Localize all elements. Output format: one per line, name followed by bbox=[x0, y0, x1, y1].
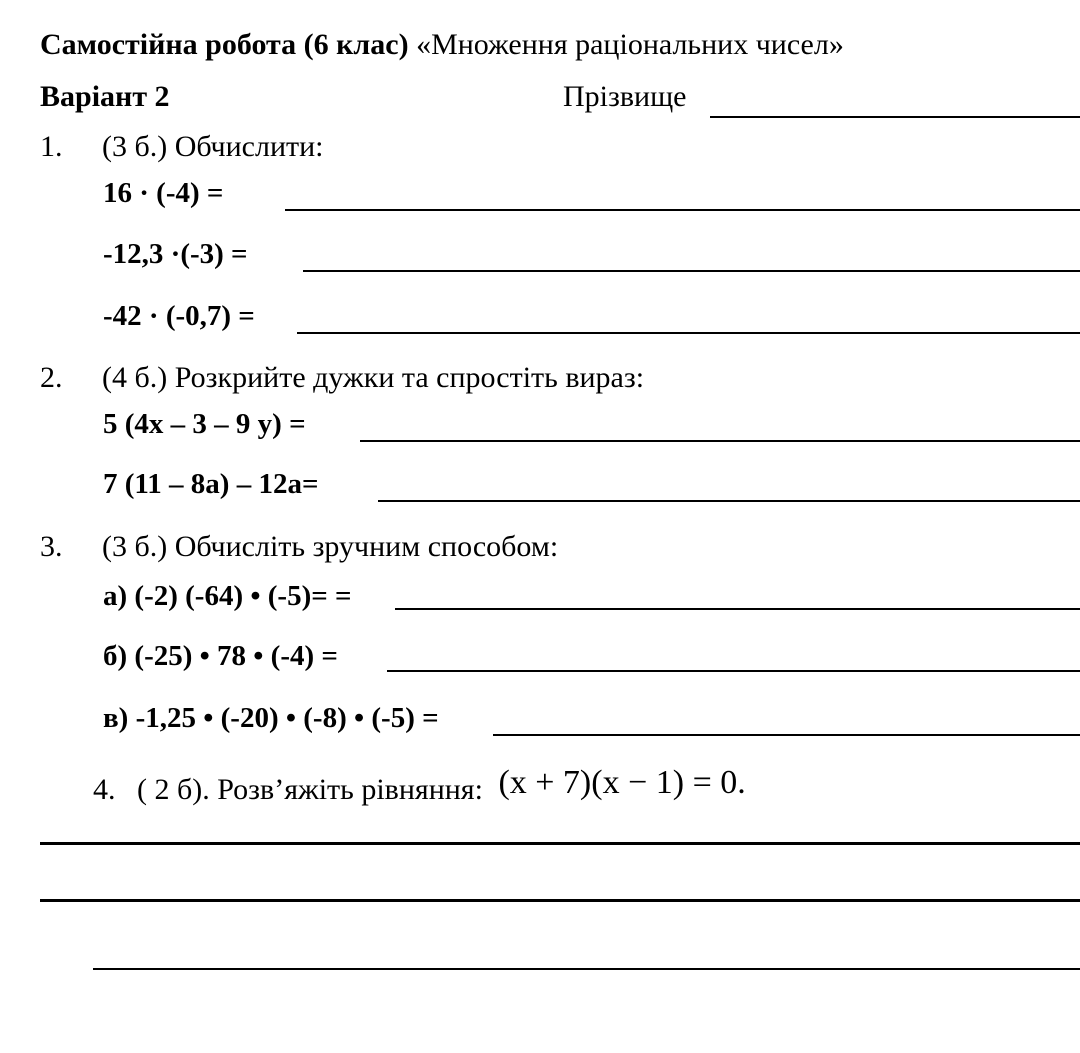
title-bold: Самостійна робота (6 клас) bbox=[40, 28, 409, 61]
task-3-answer-b[interactable] bbox=[387, 670, 1080, 672]
task-1-text: (3 б.) Обчислити: bbox=[102, 130, 324, 163]
task-1-answer-2[interactable] bbox=[303, 270, 1080, 272]
task-2-answer-1[interactable] bbox=[360, 440, 1080, 442]
task-3-answer-a[interactable] bbox=[395, 608, 1080, 610]
answer-line-2[interactable] bbox=[40, 899, 1080, 902]
task-3-number: 3. bbox=[40, 530, 63, 563]
task-3-item-c: в) -1,25 • (-20) • (-8) • (-5) = bbox=[103, 702, 439, 734]
task-1-item-3: -42 · (-0,7) = bbox=[103, 300, 255, 332]
task-1-item-1: 16 · (-4) = bbox=[103, 177, 224, 209]
task-2-item-2: 7 (11 – 8а) – 12а= bbox=[103, 468, 319, 500]
task-2-number: 2. bbox=[40, 361, 63, 394]
surname-field[interactable] bbox=[710, 116, 1080, 118]
task-3-item-b: б) (-25) • 78 • (-4) = bbox=[103, 640, 338, 672]
task-3-item-a: а) (-2) (-64) • (-5)= = bbox=[103, 580, 352, 612]
task-4-equation: (x + 7)(x − 1) = 0. bbox=[498, 764, 746, 801]
task-3-text: (3 б.) Обчисліть зручним способом: bbox=[102, 530, 559, 563]
task-1-answer-1[interactable] bbox=[285, 209, 1080, 211]
task-1-item-2: -12,3 ·(-3) = bbox=[103, 238, 248, 270]
answer-line-3[interactable] bbox=[93, 968, 1080, 970]
task-2-text: (4 б.) Розкрийте дужки та спростіть вираз: bbox=[102, 361, 645, 394]
surname-label: Прізвище bbox=[563, 80, 687, 113]
answer-line-1[interactable] bbox=[40, 842, 1080, 845]
task-1-number: 1. bbox=[40, 130, 63, 163]
task-4-number: 4. bbox=[93, 773, 116, 806]
variant-label: Варіант 2 bbox=[40, 80, 170, 113]
task-4-text: ( 2 б). Розв’яжіть рівняння: bbox=[137, 773, 483, 806]
worksheet-title bbox=[40, 28, 1080, 62]
task-4 bbox=[93, 764, 746, 808]
task-1-answer-3[interactable] bbox=[297, 332, 1080, 334]
title-topic: «Множення раціональних чисел» bbox=[416, 28, 844, 61]
task-3-answer-c[interactable] bbox=[493, 734, 1080, 736]
task-2-item-1: 5 (4х – 3 – 9 у) = bbox=[103, 408, 306, 440]
task-2-answer-2[interactable] bbox=[378, 500, 1080, 502]
